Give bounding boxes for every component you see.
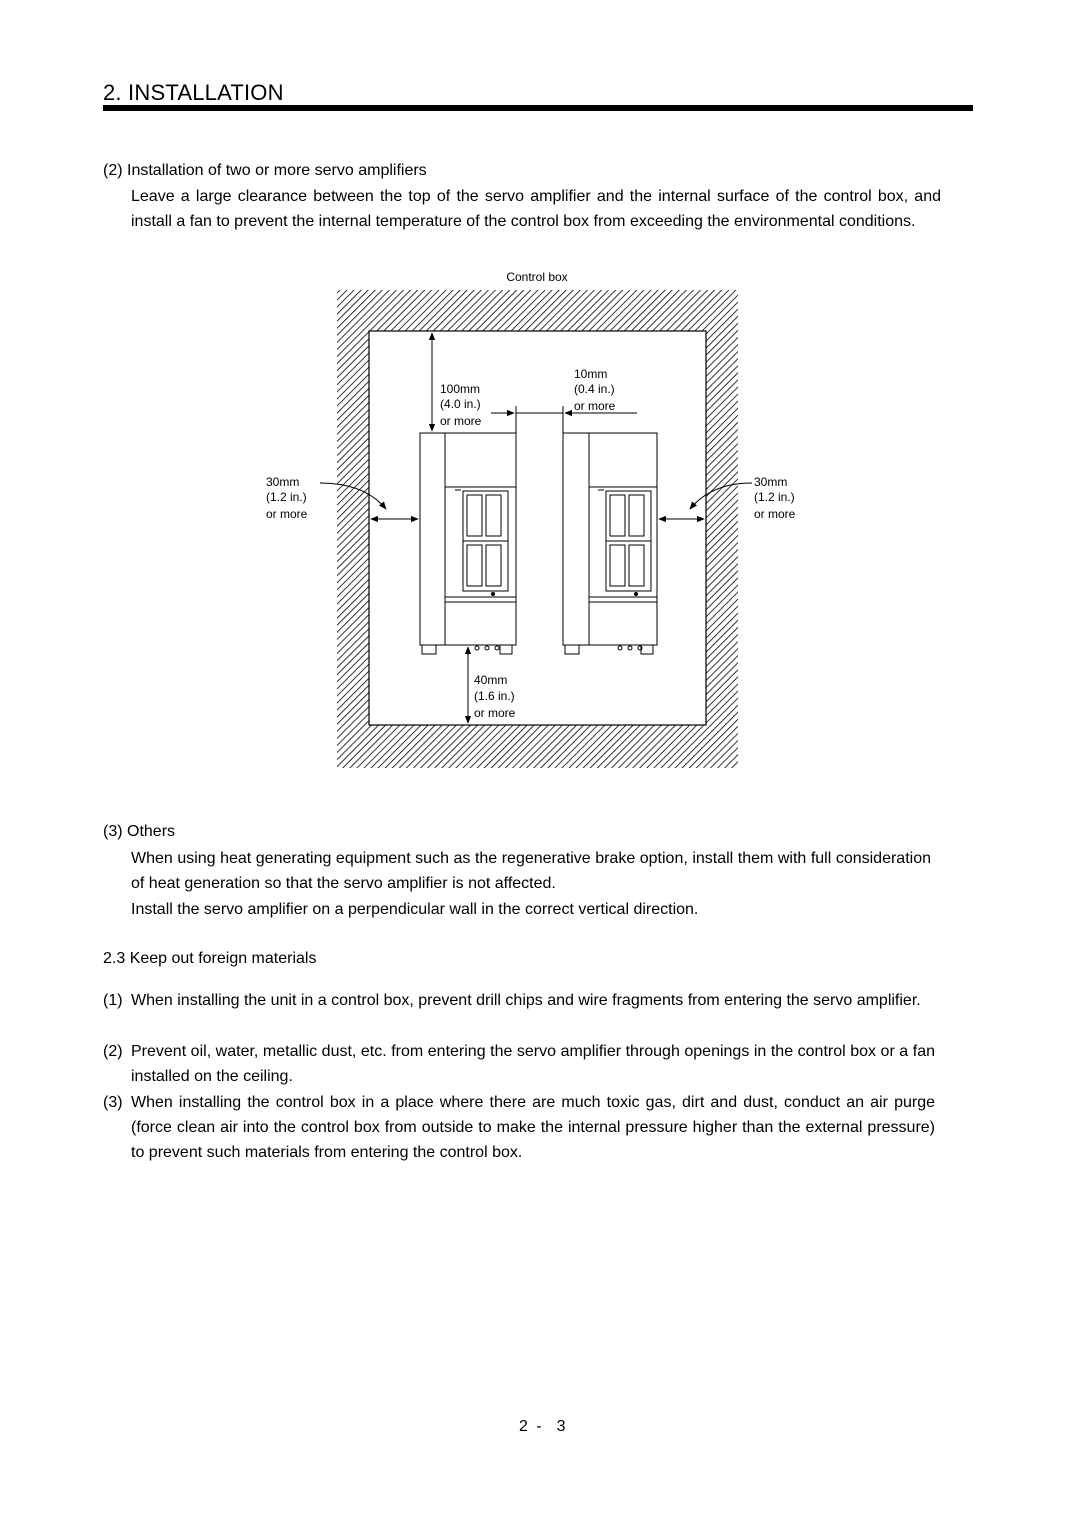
bottom-clearance-inch: (1.6 in.) <box>474 689 515 703</box>
left-clearance-value: 30mm <box>266 475 300 489</box>
section-3-heading: (3) Others <box>103 823 176 840</box>
servo-amplifier-right <box>563 433 657 654</box>
top-clearance-value: 100mm <box>440 382 481 396</box>
list-item <box>103 1090 935 1165</box>
right-clearance-note: or more <box>754 507 796 521</box>
section-3-paragraph-1: When using heat generating equipment such as the regenerative brake option, install them with full consideration of heat generation so that the servo amplifier is not affected. <box>131 850 931 892</box>
section-2-3-heading: 2.3 Keep out foreign materials <box>103 950 317 967</box>
header-rule <box>103 105 973 111</box>
list-item-number: (1) <box>103 992 123 1009</box>
control-box-wall <box>337 290 738 768</box>
list-item-text: Prevent oil, water, metallic dust, etc. from entering the servo amplifier through openings in the control box or a fan installed on the ceiling. <box>131 1043 935 1085</box>
between-clearance-value: 10mm <box>574 367 608 381</box>
bottom-clearance-note: or more <box>474 706 516 720</box>
page-header-title: 2. INSTALLATION <box>103 80 284 105</box>
section-2-body: Leave a large clearance between the top of the servo amplifier and the internal surface of the control box, and install a fan to prevent the internal temperature of the control box from exceeding the environmental conditions. <box>131 188 941 230</box>
servo-amplifier-left <box>420 433 516 654</box>
left-clearance-note: or more <box>266 507 308 521</box>
right-clearance-value: 30mm <box>754 475 788 489</box>
list-item-number: (3) <box>103 1094 123 1111</box>
list-item-text: When installing the unit in a control box, prevent drill chips and wire fragments from entering the servo amplifier. <box>131 992 921 1009</box>
right-clearance-inch: (1.2 in.) <box>754 490 795 504</box>
control-box-diagram <box>0 260 1080 780</box>
top-clearance-note: or more <box>440 414 482 428</box>
top-clearance-inch: (4.0 in.) <box>440 397 481 411</box>
section-2-heading: (2) Installation of two or more servo amplifiers <box>103 162 427 179</box>
left-clearance-inch: (1.2 in.) <box>266 490 307 504</box>
page-number: 2 - 3 <box>519 1418 568 1435</box>
list-item <box>103 988 935 1013</box>
section-3-paragraph-2: Install the servo amplifier on a perpendicular wall in the correct vertical direction. <box>131 901 699 918</box>
diagram-title: Control box <box>506 270 568 284</box>
between-clearance-note: or more <box>574 399 616 413</box>
list-item-number: (2) <box>103 1043 123 1060</box>
list-item <box>103 1039 935 1089</box>
bottom-clearance-value: 40mm <box>474 673 508 687</box>
list-item-text: When installing the control box in a place where there are much toxic gas, dirt and dust, conduct an air purge (force clean air into the control box from outside to make the internal pressure higher than the external pressure) to prevent such materials from entering the control box. <box>131 1094 935 1161</box>
between-clearance-inch: (0.4 in.) <box>574 382 615 396</box>
